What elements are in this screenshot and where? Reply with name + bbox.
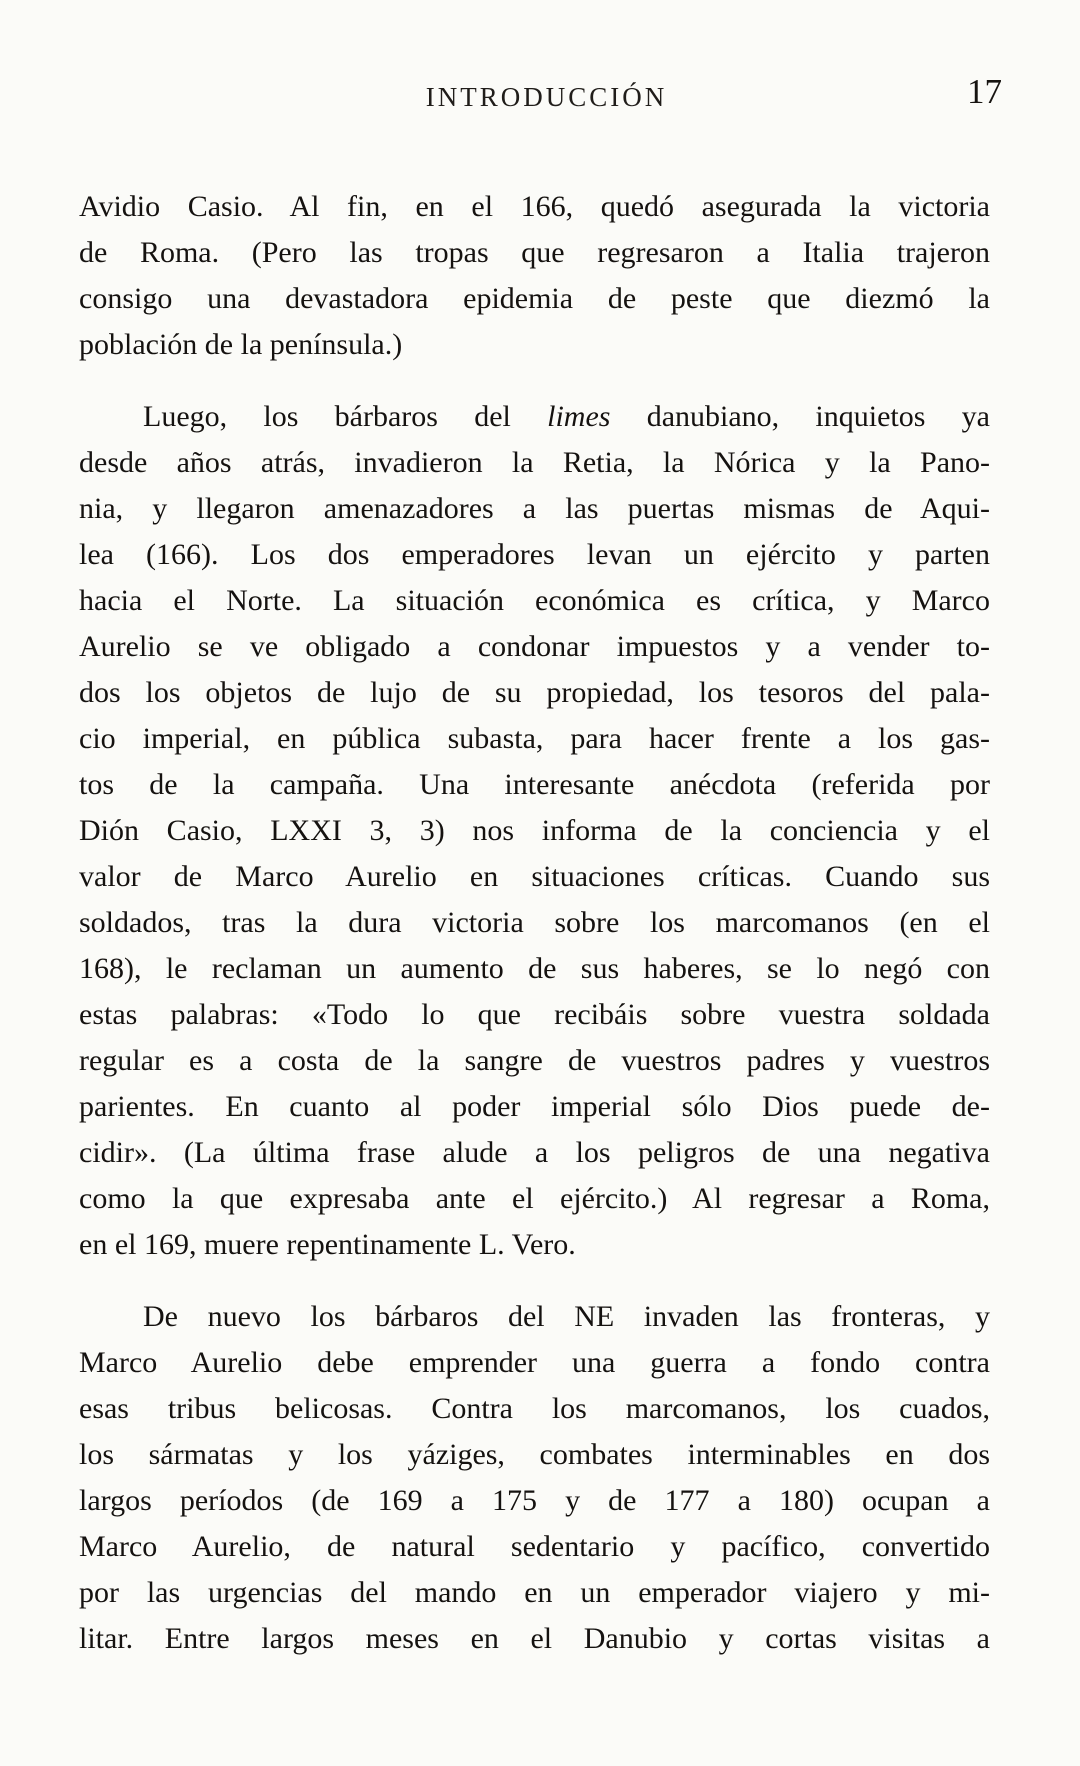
text-line <box>79 1478 990 1524</box>
text-segment: Marco Aurelio debe emprender una guerra a fondo contra <box>79 1346 990 1379</box>
text-segment: dos los objetos de lujo de su propiedad, los tesoros del pala- <box>79 676 990 709</box>
text-segment: Aurelio se ve obligado a condonar impuestos y a vender to- <box>79 630 990 663</box>
text-line <box>79 1524 990 1570</box>
text-segment: litar. Entre largos meses en el Danubio y cortas visitas a <box>79 1622 990 1655</box>
paragraph <box>79 1294 990 1662</box>
text-segment: cio imperial, en pública subasta, para hacer frente a los gas- <box>79 722 990 755</box>
text-segment: danubiano, inquietos ya <box>610 400 990 433</box>
text-line <box>79 276 990 322</box>
text-line <box>79 1038 990 1084</box>
text-segment: Dión Casio, LXXI 3, 3) nos informa de la conciencia y el <box>79 814 990 847</box>
text-line <box>79 230 990 276</box>
text-line <box>79 854 990 900</box>
chapter-title: INTRODUCCIÓN <box>425 82 668 112</box>
text-segment: desde años atrás, invadieron la Retia, la Nórica y la Pano- <box>79 446 990 479</box>
text-segment: hacia el Norte. La situación económica es crítica, y Marco <box>79 584 990 617</box>
text-segment: regular es a costa de la sangre de vuestros padres y vuestros <box>79 1044 990 1077</box>
text-line <box>79 762 990 808</box>
text-segment: los sármatas y los yáziges, combates interminables en dos <box>79 1438 990 1471</box>
text-segment: soldados, tras la dura victoria sobre los marcomanos (en el <box>79 906 990 939</box>
text-line <box>79 532 990 578</box>
text-segment: en el 169, muere repentinamente L. Vero. <box>79 1228 576 1261</box>
text-line <box>79 1340 990 1386</box>
text-segment: Marco Aurelio, de natural sedentario y pacífico, convertido <box>79 1530 990 1563</box>
text-segment: por las urgencias del mando en un emperador viajero y mi- <box>79 1576 990 1609</box>
text-segment: parientes. En cuanto al poder imperial sólo Dios puede de- <box>79 1090 990 1123</box>
text-line <box>79 1130 990 1176</box>
paragraph <box>79 184 990 368</box>
text-segment: nia, y llegaron amenazadores a las puertas mismas de Aqui- <box>79 492 990 525</box>
text-segment: población de la península.) <box>79 328 403 361</box>
page-body <box>79 184 990 1662</box>
text-segment: largos períodos (de 169 a 175 y de 177 a 180) ocupan a <box>79 1484 990 1517</box>
text-line <box>79 486 990 532</box>
text-line <box>79 946 990 992</box>
text-segment: lea (166). Los dos emperadores levan un ejército y parten <box>79 538 990 571</box>
text-segment: cidir». (La última frase alude a los peligros de una negativa <box>79 1136 990 1169</box>
text-line <box>79 900 990 946</box>
paragraph <box>79 394 990 1268</box>
text-line <box>79 1084 990 1130</box>
text-segment: tos de la campaña. Una interesante anécdota (referida por <box>79 768 990 801</box>
text-line <box>79 1570 990 1616</box>
text-line <box>79 670 990 716</box>
text-segment: consigo una devastadora epidemia de peste que diezmó la <box>79 282 990 315</box>
text-line <box>79 1222 990 1268</box>
page-number: 17 <box>967 72 1002 111</box>
text-line <box>79 322 990 368</box>
text-line <box>79 808 990 854</box>
text-segment: Luego, los bárbaros del <box>143 400 548 433</box>
text-line <box>79 184 990 230</box>
text-segment: 168), le reclaman un aumento de sus haberes, se lo negó con <box>79 952 990 985</box>
text-line <box>79 440 990 486</box>
text-line <box>79 1386 990 1432</box>
text-line <box>79 1616 990 1662</box>
text-line <box>79 578 990 624</box>
text-segment: Avidio Casio. Al fin, en el 166, quedó asegurada la victoria <box>79 190 990 223</box>
text-line <box>79 1176 990 1222</box>
text-segment: como la que expresaba ante el ejército.) Al regresar a Roma, <box>79 1182 990 1215</box>
text-segment: esas tribus belicosas. Contra los marcomanos, los cuados, <box>79 1392 990 1425</box>
text-line <box>79 394 990 440</box>
text-line <box>79 1294 990 1340</box>
running-header <box>79 70 1002 118</box>
text-line <box>79 1432 990 1478</box>
text-segment: estas palabras: «Todo lo que recibáis sobre vuestra soldada <box>79 998 990 1031</box>
text-segment: De nuevo los bárbaros del NE invaden las fronteras, y <box>143 1300 990 1333</box>
text-line <box>79 716 990 762</box>
text-line <box>79 624 990 670</box>
text-segment: valor de Marco Aurelio en situaciones críticas. Cuando sus <box>79 860 990 893</box>
italic-text: limes <box>547 400 611 433</box>
text-line <box>79 992 990 1038</box>
text-segment: de Roma. (Pero las tropas que regresaron a Italia trajeron <box>79 236 990 269</box>
